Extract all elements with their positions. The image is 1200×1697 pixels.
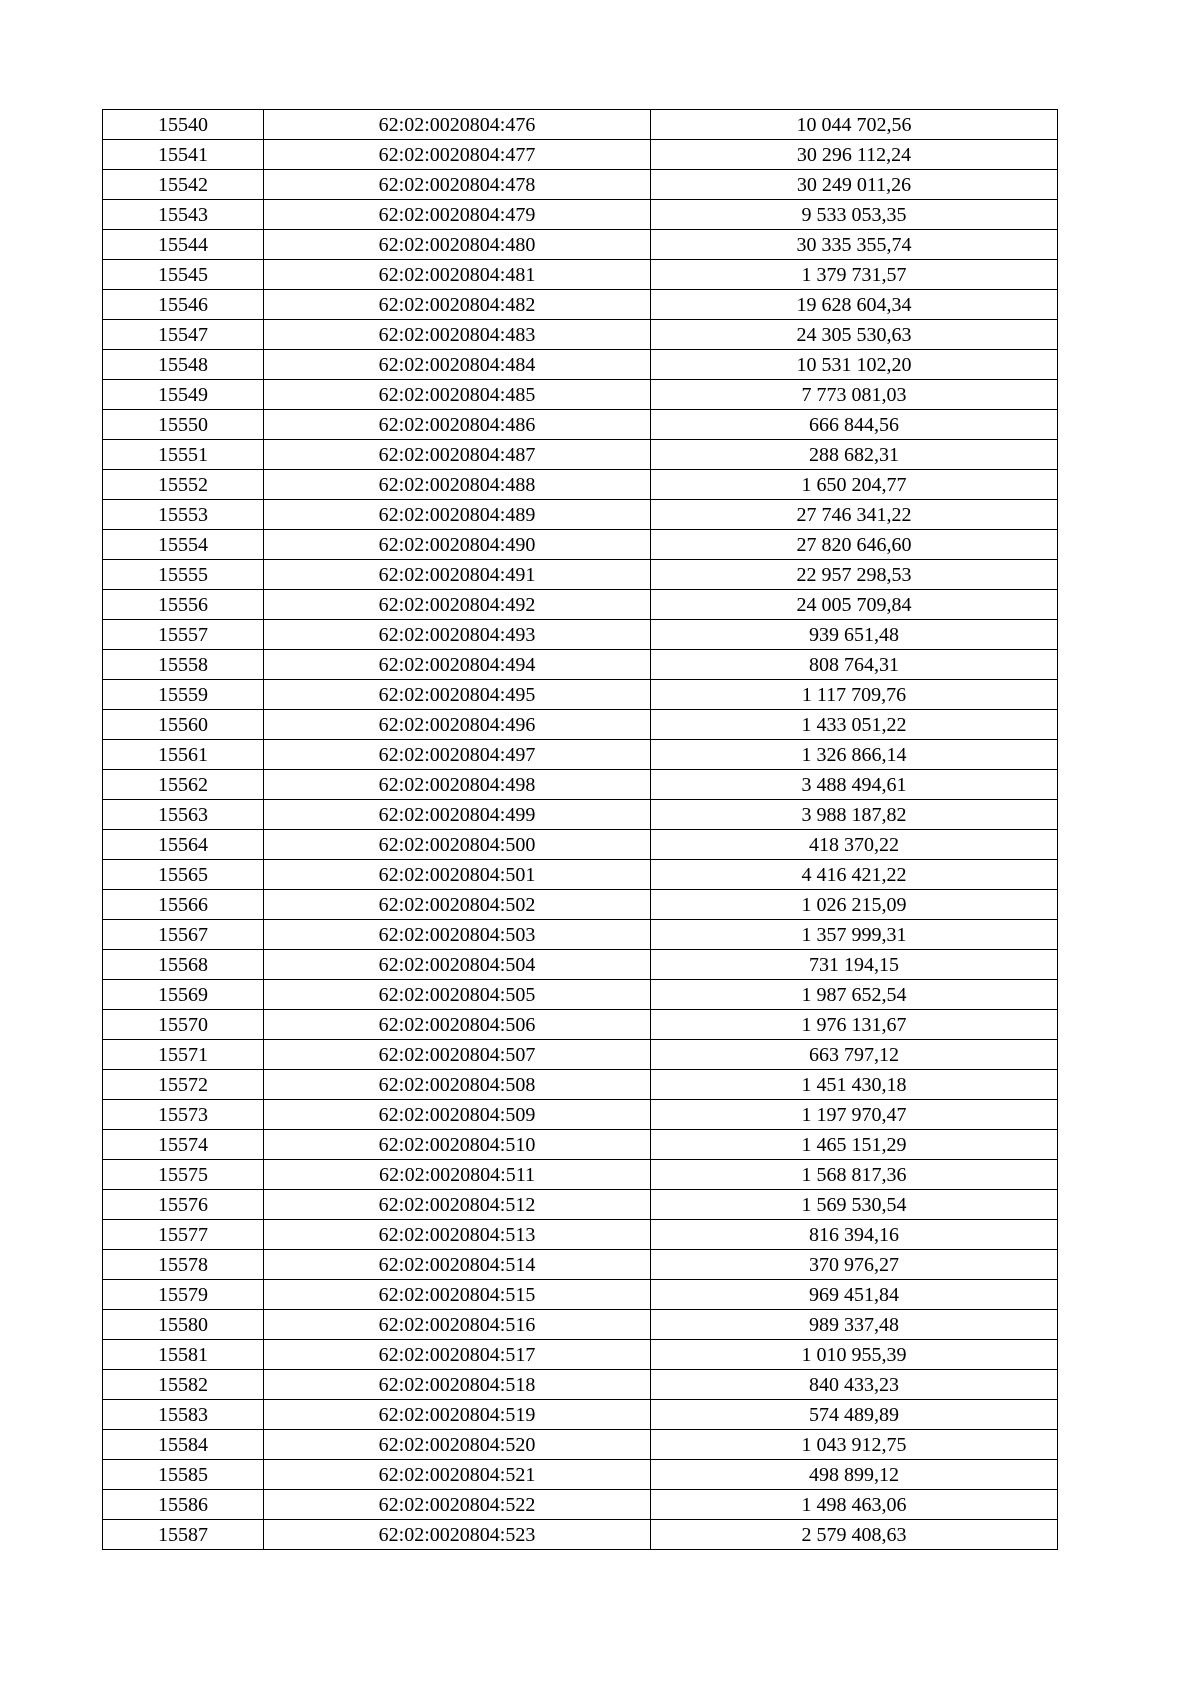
row-number-cell: 15552	[103, 470, 264, 500]
cadastral-value-cell: 1 010 955,39	[651, 1340, 1058, 1370]
cadastral-value-cell: 27 820 646,60	[651, 530, 1058, 560]
row-number-cell: 15576	[103, 1190, 264, 1220]
table-row	[103, 680, 1058, 710]
table-row	[103, 1220, 1058, 1250]
cadastral-number-cell: 62:02:0020804:506	[264, 1010, 651, 1040]
cadastral-value-cell: 24 005 709,84	[651, 590, 1058, 620]
cadastral-number-cell: 62:02:0020804:510	[264, 1130, 651, 1160]
row-number-cell: 15543	[103, 200, 264, 230]
row-number-cell: 15551	[103, 440, 264, 470]
row-number-cell: 15553	[103, 500, 264, 530]
row-number-cell: 15540	[103, 110, 264, 140]
row-number-cell: 15555	[103, 560, 264, 590]
cadastral-number-cell: 62:02:0020804:517	[264, 1340, 651, 1370]
table-row	[103, 1040, 1058, 1070]
table-row	[103, 1010, 1058, 1040]
table-body	[103, 110, 1058, 1550]
cadastral-number-cell: 62:02:0020804:523	[264, 1520, 651, 1550]
table-row	[103, 230, 1058, 260]
row-number-cell: 15545	[103, 260, 264, 290]
table-row	[103, 740, 1058, 770]
row-number-cell: 15573	[103, 1100, 264, 1130]
row-number-cell: 15587	[103, 1520, 264, 1550]
table-row	[103, 1160, 1058, 1190]
cadastral-number-cell: 62:02:0020804:498	[264, 770, 651, 800]
cadastral-number-cell: 62:02:0020804:497	[264, 740, 651, 770]
table-row	[103, 440, 1058, 470]
cadastral-number-cell: 62:02:0020804:483	[264, 320, 651, 350]
cadastral-value-cell: 7 773 081,03	[651, 380, 1058, 410]
cadastral-value-cell: 19 628 604,34	[651, 290, 1058, 320]
table-row	[103, 140, 1058, 170]
table-row	[103, 710, 1058, 740]
table-row	[103, 1190, 1058, 1220]
cadastral-value-table	[102, 109, 1058, 1550]
cadastral-number-cell: 62:02:0020804:499	[264, 800, 651, 830]
cadastral-value-cell: 666 844,56	[651, 410, 1058, 440]
cadastral-value-cell: 4 416 421,22	[651, 860, 1058, 890]
table-row	[103, 800, 1058, 830]
cadastral-number-cell: 62:02:0020804:500	[264, 830, 651, 860]
row-number-cell: 15549	[103, 380, 264, 410]
table-row	[103, 170, 1058, 200]
cadastral-number-cell: 62:02:0020804:501	[264, 860, 651, 890]
cadastral-value-cell: 574 489,89	[651, 1400, 1058, 1430]
table-row	[103, 1430, 1058, 1460]
cadastral-value-cell: 288 682,31	[651, 440, 1058, 470]
cadastral-value-cell: 969 451,84	[651, 1280, 1058, 1310]
cadastral-number-cell: 62:02:0020804:494	[264, 650, 651, 680]
cadastral-value-cell: 1 433 051,22	[651, 710, 1058, 740]
table-row	[103, 500, 1058, 530]
row-number-cell: 15544	[103, 230, 264, 260]
row-number-cell: 15579	[103, 1280, 264, 1310]
cadastral-value-cell: 1 197 970,47	[651, 1100, 1058, 1130]
row-number-cell: 15563	[103, 800, 264, 830]
row-number-cell: 15578	[103, 1250, 264, 1280]
cadastral-value-cell: 27 746 341,22	[651, 500, 1058, 530]
cadastral-number-cell: 62:02:0020804:502	[264, 890, 651, 920]
table-row	[103, 1490, 1058, 1520]
row-number-cell: 15546	[103, 290, 264, 320]
cadastral-number-cell: 62:02:0020804:482	[264, 290, 651, 320]
cadastral-number-cell: 62:02:0020804:516	[264, 1310, 651, 1340]
cadastral-value-cell: 1 451 430,18	[651, 1070, 1058, 1100]
row-number-cell: 15557	[103, 620, 264, 650]
row-number-cell: 15547	[103, 320, 264, 350]
cadastral-number-cell: 62:02:0020804:477	[264, 140, 651, 170]
cadastral-value-cell: 1 568 817,36	[651, 1160, 1058, 1190]
cadastral-value-cell: 30 249 011,26	[651, 170, 1058, 200]
table-row	[103, 980, 1058, 1010]
cadastral-value-cell: 1 117 709,76	[651, 680, 1058, 710]
row-number-cell: 15582	[103, 1370, 264, 1400]
table-row	[103, 1340, 1058, 1370]
row-number-cell: 15566	[103, 890, 264, 920]
cadastral-number-cell: 62:02:0020804:512	[264, 1190, 651, 1220]
row-number-cell: 15548	[103, 350, 264, 380]
table-row	[103, 950, 1058, 980]
cadastral-value-cell: 1 498 463,06	[651, 1490, 1058, 1520]
cadastral-number-cell: 62:02:0020804:520	[264, 1430, 651, 1460]
cadastral-number-cell: 62:02:0020804:513	[264, 1220, 651, 1250]
cadastral-number-cell: 62:02:0020804:492	[264, 590, 651, 620]
row-number-cell: 15577	[103, 1220, 264, 1250]
cadastral-number-cell: 62:02:0020804:485	[264, 380, 651, 410]
cadastral-number-cell: 62:02:0020804:486	[264, 410, 651, 440]
cadastral-value-cell: 24 305 530,63	[651, 320, 1058, 350]
table-row	[103, 1100, 1058, 1130]
cadastral-value-cell: 1 976 131,67	[651, 1010, 1058, 1040]
table-row	[103, 110, 1058, 140]
cadastral-value-cell: 3 988 187,82	[651, 800, 1058, 830]
cadastral-value-cell: 939 651,48	[651, 620, 1058, 650]
cadastral-number-cell: 62:02:0020804:521	[264, 1460, 651, 1490]
cadastral-number-cell: 62:02:0020804:489	[264, 500, 651, 530]
cadastral-number-cell: 62:02:0020804:515	[264, 1280, 651, 1310]
cadastral-number-cell: 62:02:0020804:519	[264, 1400, 651, 1430]
table-row	[103, 860, 1058, 890]
cadastral-value-cell: 498 899,12	[651, 1460, 1058, 1490]
cadastral-number-cell: 62:02:0020804:478	[264, 170, 651, 200]
cadastral-number-cell: 62:02:0020804:522	[264, 1490, 651, 1520]
table-row	[103, 470, 1058, 500]
table-row	[103, 890, 1058, 920]
row-number-cell: 15586	[103, 1490, 264, 1520]
table-row	[103, 1310, 1058, 1340]
cadastral-number-cell: 62:02:0020804:495	[264, 680, 651, 710]
cadastral-value-cell: 1 650 204,77	[651, 470, 1058, 500]
cadastral-value-cell: 9 533 053,35	[651, 200, 1058, 230]
cadastral-number-cell: 62:02:0020804:479	[264, 200, 651, 230]
cadastral-number-cell: 62:02:0020804:488	[264, 470, 651, 500]
cadastral-number-cell: 62:02:0020804:493	[264, 620, 651, 650]
row-number-cell: 15550	[103, 410, 264, 440]
row-number-cell: 15564	[103, 830, 264, 860]
table-row	[103, 1250, 1058, 1280]
cadastral-number-cell: 62:02:0020804:518	[264, 1370, 651, 1400]
row-number-cell: 15571	[103, 1040, 264, 1070]
table-row	[103, 1070, 1058, 1100]
table-row	[103, 590, 1058, 620]
row-number-cell: 15541	[103, 140, 264, 170]
cadastral-number-cell: 62:02:0020804:514	[264, 1250, 651, 1280]
row-number-cell: 15559	[103, 680, 264, 710]
row-number-cell: 15580	[103, 1310, 264, 1340]
table-row	[103, 770, 1058, 800]
cadastral-number-cell: 62:02:0020804:509	[264, 1100, 651, 1130]
cadastral-number-cell: 62:02:0020804:480	[264, 230, 651, 260]
cadastral-value-cell: 808 764,31	[651, 650, 1058, 680]
cadastral-value-cell: 1 379 731,57	[651, 260, 1058, 290]
table-row	[103, 290, 1058, 320]
table-row	[103, 620, 1058, 650]
row-number-cell: 15584	[103, 1430, 264, 1460]
cadastral-value-cell: 10 044 702,56	[651, 110, 1058, 140]
cadastral-value-cell: 1 326 866,14	[651, 740, 1058, 770]
table-row	[103, 650, 1058, 680]
cadastral-number-cell: 62:02:0020804:511	[264, 1160, 651, 1190]
table-row	[103, 410, 1058, 440]
cadastral-number-cell: 62:02:0020804:487	[264, 440, 651, 470]
table-row	[103, 1400, 1058, 1430]
table-row	[103, 1520, 1058, 1550]
cadastral-value-cell: 989 337,48	[651, 1310, 1058, 1340]
cadastral-value-cell: 840 433,23	[651, 1370, 1058, 1400]
row-number-cell: 15558	[103, 650, 264, 680]
cadastral-number-cell: 62:02:0020804:496	[264, 710, 651, 740]
table-row	[103, 1130, 1058, 1160]
table-row	[103, 530, 1058, 560]
row-number-cell: 15575	[103, 1160, 264, 1190]
cadastral-value-cell: 1 357 999,31	[651, 920, 1058, 950]
cadastral-value-cell: 663 797,12	[651, 1040, 1058, 1070]
table-row	[103, 1460, 1058, 1490]
cadastral-value-cell: 816 394,16	[651, 1220, 1058, 1250]
cadastral-value-cell: 731 194,15	[651, 950, 1058, 980]
cadastral-value-cell: 10 531 102,20	[651, 350, 1058, 380]
row-number-cell: 15585	[103, 1460, 264, 1490]
cadastral-value-cell: 1 987 652,54	[651, 980, 1058, 1010]
row-number-cell: 15561	[103, 740, 264, 770]
cadastral-value-cell: 1 569 530,54	[651, 1190, 1058, 1220]
table-row	[103, 920, 1058, 950]
row-number-cell: 15581	[103, 1340, 264, 1370]
table-row	[103, 260, 1058, 290]
cadastral-number-cell: 62:02:0020804:503	[264, 920, 651, 950]
row-number-cell: 15570	[103, 1010, 264, 1040]
cadastral-value-cell: 22 957 298,53	[651, 560, 1058, 590]
cadastral-value-cell: 30 296 112,24	[651, 140, 1058, 170]
table-row	[103, 1370, 1058, 1400]
row-number-cell: 15569	[103, 980, 264, 1010]
cadastral-value-cell: 30 335 355,74	[651, 230, 1058, 260]
cadastral-number-cell: 62:02:0020804:507	[264, 1040, 651, 1070]
row-number-cell: 15568	[103, 950, 264, 980]
cadastral-value-cell: 3 488 494,61	[651, 770, 1058, 800]
row-number-cell: 15565	[103, 860, 264, 890]
row-number-cell: 15554	[103, 530, 264, 560]
row-number-cell: 15572	[103, 1070, 264, 1100]
table-row	[103, 560, 1058, 590]
cadastral-number-cell: 62:02:0020804:481	[264, 260, 651, 290]
table-row	[103, 380, 1058, 410]
cadastral-number-cell: 62:02:0020804:490	[264, 530, 651, 560]
cadastral-value-cell: 418 370,22	[651, 830, 1058, 860]
cadastral-number-cell: 62:02:0020804:504	[264, 950, 651, 980]
table-row	[103, 350, 1058, 380]
cadastral-value-cell: 1 043 912,75	[651, 1430, 1058, 1460]
table-row	[103, 830, 1058, 860]
cadastral-number-cell: 62:02:0020804:484	[264, 350, 651, 380]
cadastral-number-cell: 62:02:0020804:476	[264, 110, 651, 140]
cadastral-number-cell: 62:02:0020804:491	[264, 560, 651, 590]
cadastral-value-cell: 1 026 215,09	[651, 890, 1058, 920]
cadastral-value-cell: 2 579 408,63	[651, 1520, 1058, 1550]
row-number-cell: 15556	[103, 590, 264, 620]
cadastral-value-cell: 370 976,27	[651, 1250, 1058, 1280]
cadastral-number-cell: 62:02:0020804:508	[264, 1070, 651, 1100]
row-number-cell: 15583	[103, 1400, 264, 1430]
row-number-cell: 15542	[103, 170, 264, 200]
table-row	[103, 200, 1058, 230]
row-number-cell: 15567	[103, 920, 264, 950]
row-number-cell: 15562	[103, 770, 264, 800]
table-row	[103, 320, 1058, 350]
row-number-cell: 15560	[103, 710, 264, 740]
row-number-cell: 15574	[103, 1130, 264, 1160]
cadastral-value-cell: 1 465 151,29	[651, 1130, 1058, 1160]
cadastral-number-cell: 62:02:0020804:505	[264, 980, 651, 1010]
table-row	[103, 1280, 1058, 1310]
